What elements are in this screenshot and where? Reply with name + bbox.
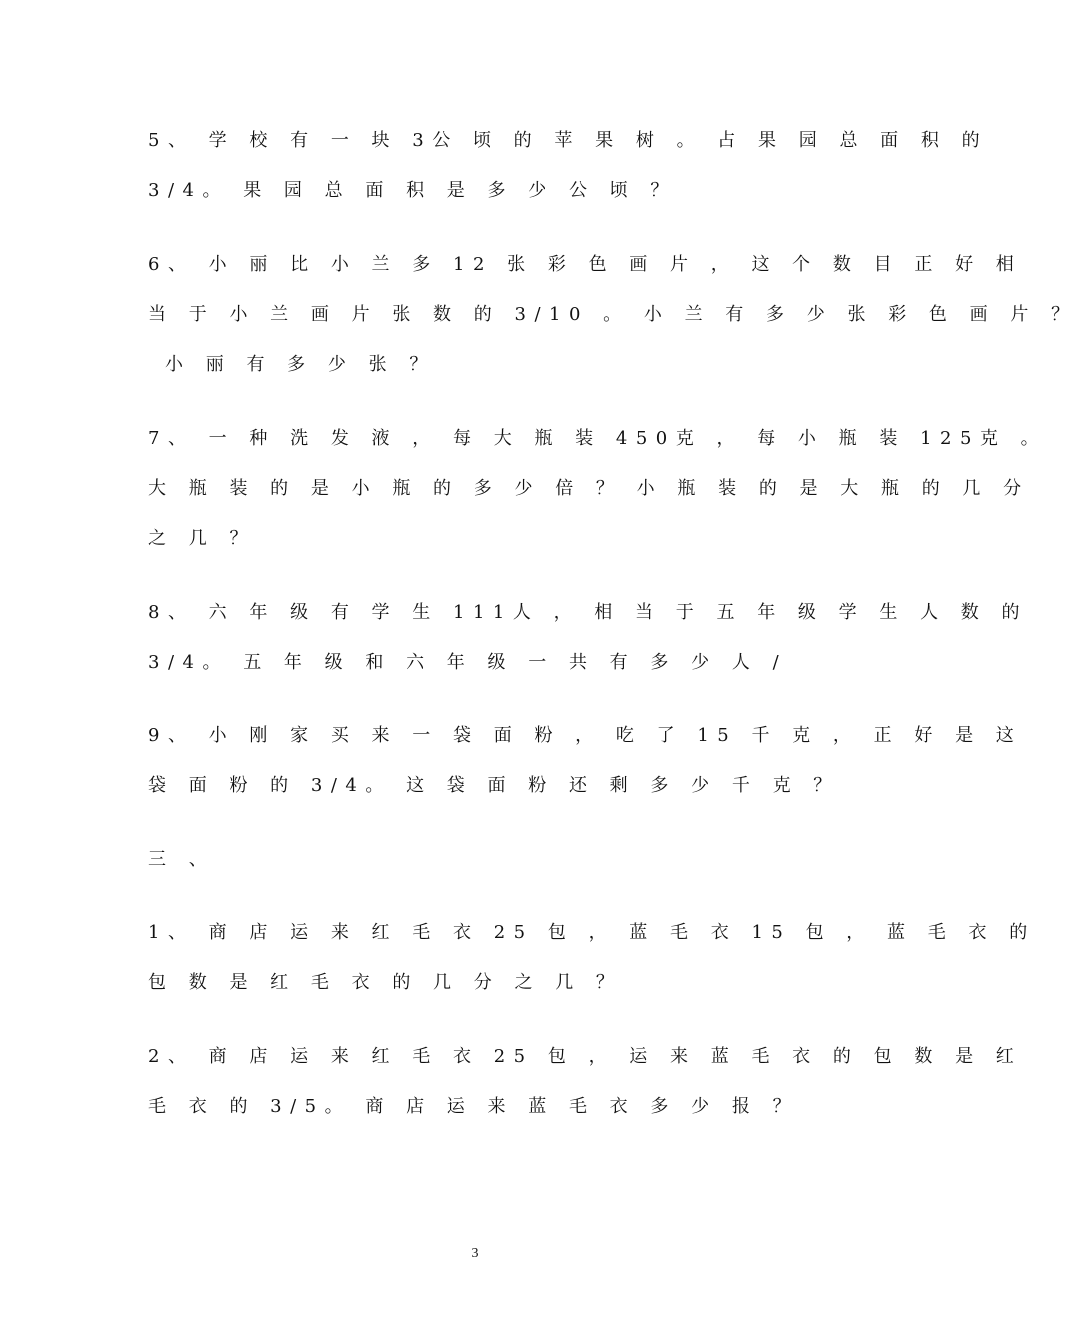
problem-6-line-2: 当 于 小 兰 画 片 张 数 的 3/10 。 小 兰 有 多 少 张 彩 色 画 片 ？ bbox=[148, 304, 1078, 325]
problem-7-line-3: 之 几 ？ bbox=[148, 528, 256, 549]
problem-8-line-1: 8、 六 年 级 有 学 生 111人 ， 相 当 于 五 年 级 学 生 人 数 的 bbox=[148, 602, 1029, 623]
problem-7-line-1: 7、 一 种 洗 发 液 ， 每 大 瓶 装 450克 ， 每 小 瓶 装 125克 。 bbox=[148, 428, 1048, 449]
page-number: 3 bbox=[471, 1246, 479, 1261]
problem-5-line-2: 3/4。 果 园 总 面 积 是 多 少 公 顷 ？ bbox=[148, 180, 677, 201]
problem-1-line-1: 1、 商 店 运 来 红 毛 衣 25 包 ， 蓝 毛 衣 15 包 ， 蓝 毛 衣 的 bbox=[148, 922, 1036, 943]
problem-8-line-2: 3/4。 五 年 级 和 六 年 级 一 共 有 多 少 人 / bbox=[148, 652, 788, 673]
problem-9-line-1: 9、 小 刚 家 买 来 一 袋 面 粉 ， 吃 了 15 千 克 ， 正 好 是 这 bbox=[148, 725, 1023, 746]
problem-5-line-1: 5、 学 校 有 一 块 3公 顷 的 苹 果 树 。 占 果 园 总 面 积 的 bbox=[148, 130, 989, 151]
problem-9-line-2: 袋 面 粉 的 3/4。 这 袋 面 粉 还 剩 多 少 千 克 ？ bbox=[148, 775, 840, 796]
problem-6-line-1: 6、 小 丽 比 小 兰 多 12 张 彩 色 画 片 ， 这 个 数 目 正 好 相 bbox=[148, 254, 1023, 275]
problem-2-line-1: 2、 商 店 运 来 红 毛 衣 25 包 ， 运 来 蓝 毛 衣 的 包 数 是 红 bbox=[148, 1046, 1023, 1067]
problem-1-line-2: 包 数 是 红 毛 衣 的 几 分 之 几 ？ bbox=[148, 972, 623, 993]
problem-6-line-3: 小 丽 有 多 少 张 ？ bbox=[165, 354, 436, 375]
section-three-heading: 三 、 bbox=[148, 849, 216, 870]
problem-7-line-2: 大 瓶 装 的 是 小 瓶 的 多 少 倍 ？ 小 瓶 装 的 是 大 瓶 的 几 分 bbox=[148, 478, 1030, 499]
problem-2-line-2: 毛 衣 的 3/5。 商 店 运 来 蓝 毛 衣 多 少 报 ？ bbox=[148, 1096, 800, 1117]
